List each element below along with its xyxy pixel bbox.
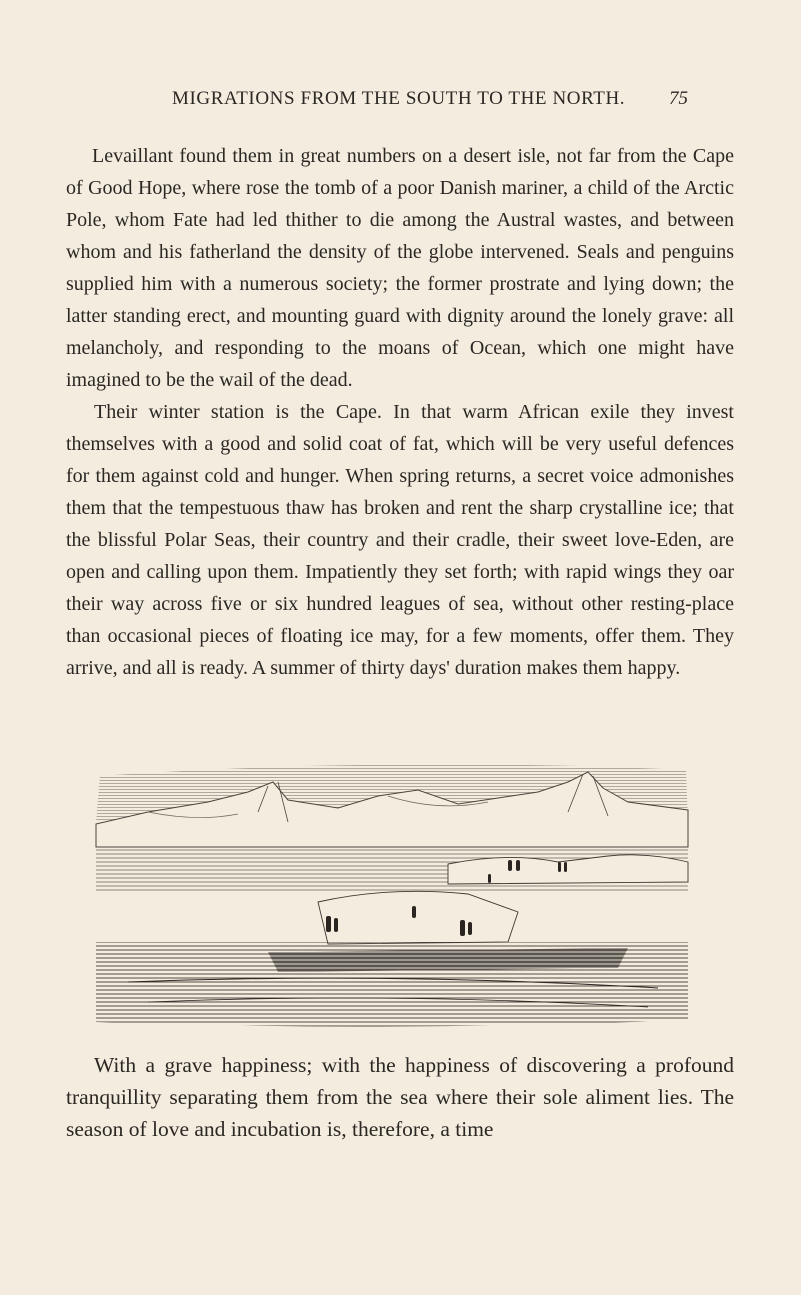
paragraph: With a grave happiness; with the happiness of discovering a profound tranquillity separating them from the sea where their sole aliment lies. The season of love and incubation is, therefore, a time (66, 1053, 734, 1141)
arctic-scene-illustration (88, 752, 696, 1037)
paragraph: Levaillant found them in great numbers on a desert isle, not far from the Cape of Good Hope, where rose the tomb of a poor Danish mariner, a child of the Arctic Pole, whom Fate had led thither to die among the Austral wastes, and between whom and his fatherland the density of the globe intervened. Seals and penguins supplied him with a numerous society; the former prostrate and lying down; the latter standing erect, and mounting guard with dignity around the lonely grave: all melancholy, and responding to the moans of Ocean, which one might have imagined to be the wail of the dead. (66, 145, 734, 391)
page-number: 75 (669, 88, 688, 109)
body-text-bottom (66, 1049, 734, 1145)
running-title: MIGRATIONS FROM THE SOUTH TO THE NORTH. (172, 88, 626, 109)
body-text-top (66, 140, 734, 684)
paragraph: Their winter station is the Cape. In that warm African exile they invest themselves with a good and solid coat of fat, which will be very useful defences for them against cold and hunger. When spring returns, a secret voice admonishes them that the tempestuous thaw has broken and rent the sharp crystalline ice; that the blissful Polar Seas, their country and their cradle, their sweet love-Eden, are open and calling upon them. Impatiently they set forth; with rapid wings they oar their way across five or six hundred leagues of sea, without other resting-place than occasional pieces of floating ice may, for a few moments, offer them. They arrive, and all is ready. A summer of thirty days' duration makes them happy. (66, 401, 734, 679)
